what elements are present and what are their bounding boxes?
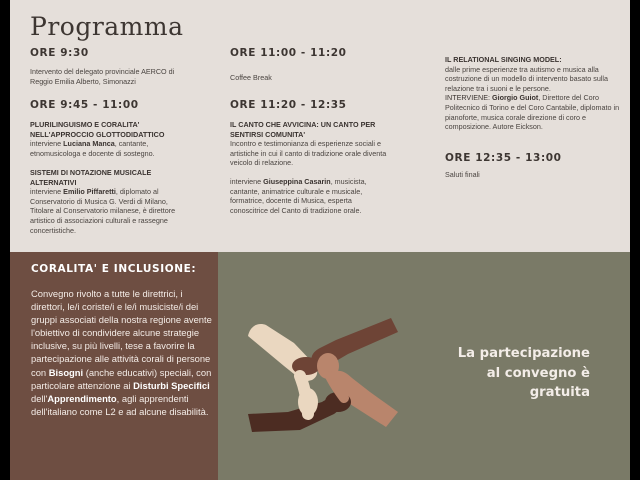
time-slot-9-45: ORE 9:45 - 11:00 xyxy=(30,99,139,111)
talk-title: SISTEMI DI NOTAZIONE MUSICALE ALTERNATIVI xyxy=(30,168,152,187)
talk-canto-speaker: interviene Giuseppina Casarin, musicista, cantante, animatrice culturale e musicale, formatrice, docente di Musica, esperta conoscitrice del Canto di tradizione orale. xyxy=(230,177,367,215)
time-slot-11-20: ORE 11:20 - 12:35 xyxy=(230,99,347,111)
time-slot-9-30: ORE 9:30 xyxy=(30,47,89,59)
speaker-name: Luciana Manca xyxy=(63,139,115,149)
talk-title: IL CANTO CHE AVVICINA: UN CANTO PER SENTIRSI COMUNITA' xyxy=(230,120,376,139)
flyer-page xyxy=(10,0,630,480)
inclusion-panel xyxy=(10,252,218,480)
inclusion-title: CORALITA' E INCLUSIONE: xyxy=(31,263,197,275)
talk-description: dalle prime esperienze tra autismo e musica alla costruzione di un modello di intervento basato sulla relazione tra i suoni e le persone. xyxy=(445,64,609,93)
clasped-hands-icon xyxy=(248,314,398,432)
talk-canto xyxy=(230,120,400,168)
talk-title: PLURILINGUISMO E CORALITA' NELL'APPROCCIO GLOTTODIDATTICO xyxy=(30,120,165,139)
talk-relational-singing: IL RELATIONAL SINGING MODEL: dalle prime esperienze tra autismo e musica alla costruzione di un modello di intervento basato sulla relazione tra i suoni e le persone. INTERVIENE: Giorgio Guiot, Direttore del Coro Politecnico di Torino e del Coro Cantabile, diplomato in pianoforte, musica corale direzione di coro e composizione. Autore Eickson. xyxy=(445,55,620,132)
time-slot-12-35: ORE 12:35 - 13:00 xyxy=(445,152,562,164)
speaker-name: Emilio Piffaretti xyxy=(63,187,116,197)
talk-title: IL RELATIONAL SINGING MODEL: xyxy=(445,55,562,64)
slot-description: Saluti finali xyxy=(445,170,480,179)
participation-panel xyxy=(218,252,630,480)
participation-note: La partecipazione al convegno è gratuita xyxy=(457,346,590,400)
program-section xyxy=(10,0,630,252)
talk-notazione: SISTEMI DI NOTAZIONE MUSICALE ALTERNATIVI interviene Emilio Piffaretti, diplomato al Conservatorio di Musica G. Verdi di Milano, Titolare al Conservatorio milanese, è direttore artistico di associazioni culturali e rassegne concertistiche. xyxy=(30,168,190,235)
time-slot-11-00: ORE 11:00 - 11:20 xyxy=(230,47,347,59)
talk-description: Incontro e testimonianza di esperienze sociali e artistiche in cui il canto di tradizione orale diventa veicolo di relazione. xyxy=(230,139,387,168)
speaker-name: Giorgio Guiot xyxy=(492,93,539,103)
page-title: Programma xyxy=(30,12,184,41)
talk-plurilinguismo: PLURILINGUISMO E CORALITA' NELL'APPROCCIO GLOTTODIDATTICO interviene Luciana Manca, cantante, etnomusicologa e docente di sostegno. xyxy=(30,120,170,158)
speaker-name: Giuseppina Casarin xyxy=(263,177,331,186)
inclusion-description: Convegno rivolto a tutte le direttrici, i direttori, le/i coriste/i e le/i musiciste/i dei gruppi associati della nostra regione avente l'obiettivo di condividere alcune strategie inclusive, su più livelli, tese a favorire la partecipazione alle attività corali di persone con Bisogni (anche educativi) speciali, con particolare attenzione ai Disturbi Specifici dell'Apprendimento, agli apprendenti dell'italiano come L2 e ad alcune disabilità. xyxy=(31,288,212,417)
slot-description: Coffee Break xyxy=(230,73,272,82)
slot-description: Intervento del delegato provinciale AERCO di Reggio Emilia Alberto, Simonazzi xyxy=(30,67,175,86)
